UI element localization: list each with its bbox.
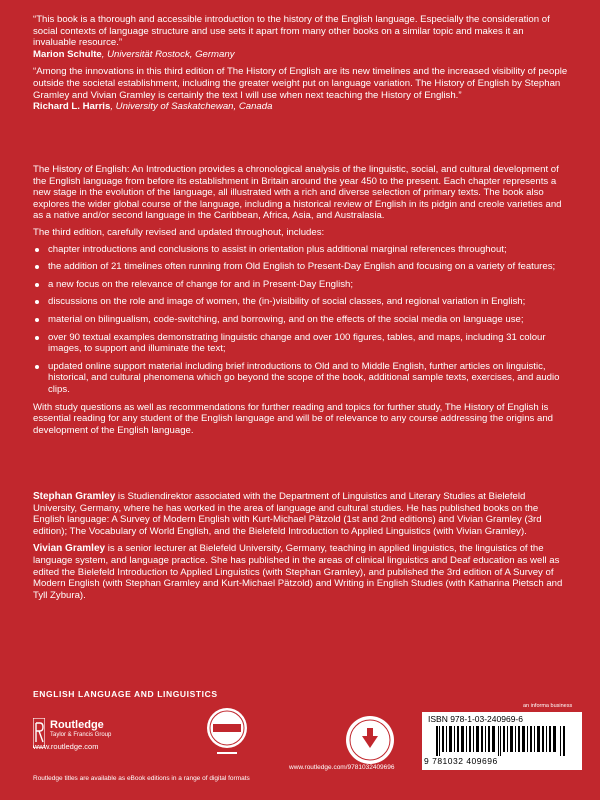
- feature-item: updated online support material including brief introductions to Old and to Middle English, further articles on linguistic, historical, and cultural phenomena which go beyond the scope of the book, additional sample texts, exercises, and audio clips.: [33, 361, 568, 396]
- author-bio-text: is a senior lecturer at Bielefeld University, Germany, teaching in applied linguistics, the linguistics of the language system, and language practice. She has published in the areas of clinical linguistics and Deaf education as well as edited the Bielefeld Introduction to Applied Linguistics (with Stephan Gramley), and published the 3rd edition of A Survey of Modern English (with Stephan Gramley and Kurt-Michael Pätzold) and Writing in English Studies (with Katharina Pietsch and Tyll Zybura).: [33, 543, 563, 601]
- routledge-logo: [33, 718, 163, 758]
- quote-affiliation: , Universität Rostock, Germany: [101, 48, 235, 60]
- author-name: Stephan Gramley: [33, 491, 116, 502]
- publisher-tagline: Taylor & Francis Group: [50, 732, 112, 738]
- quote-text: “Among the innovations in this third edition of The History of English are its new timelines and the increased visibility of people outside the societal establishment, including the greater weight put on language variation. The History of English by Stephan Gramley and Vivian Gramley is certainly the text I will use when next teaching the History of English.”: [33, 66, 568, 101]
- feature-item: chapter introductions and conclusions to assist in orientation plus additional marginal references throughout;: [33, 244, 568, 256]
- author-bio: [33, 543, 568, 601]
- quote-affiliation: , University of Saskatchewan, Canada: [110, 101, 273, 113]
- quote-text: “This book is a thorough and accessible introduction to the history of the English language. Especially the consideration of social contexts of language structure and use sets it apart from many other books on a similar topic and makes it an invaluable resource.”: [33, 14, 550, 49]
- author-bio: [33, 491, 568, 537]
- author-name: Vivian Gramley: [33, 543, 106, 555]
- review-quote: [33, 14, 568, 60]
- features-lead: The third edition, carefully revised and updated throughout, includes:: [33, 226, 325, 238]
- carbon-neutral-badge-icon: [205, 706, 249, 762]
- feature-item: discussions on the role and image of women, the (in-)visibility of social classes, and regional variation in English;: [33, 296, 568, 308]
- quote-attribution: [33, 101, 568, 113]
- feature-item: over 90 textual examples demonstrating linguistic change and over 100 figures, tables, and maps, including 31 colour images, to support and illuminate the text;: [33, 332, 568, 355]
- review-quote: [33, 66, 568, 112]
- review-quotes: [33, 14, 568, 113]
- feature-item: the addition of 21 timelines often running from Old English to Present-Day English and focusing on a variety of features;: [33, 261, 568, 273]
- support-material-icon: [344, 714, 396, 766]
- quote-author: Richard L. Harris: [33, 101, 111, 113]
- isbn-text: ISBN 978-1-03-240969-6: [428, 714, 523, 724]
- series-label: ENGLISH LANGUAGE AND LINGUISTICS: [33, 689, 218, 699]
- feature-item: material on bilingualism, code-switching, and borrowing, and on the effects of the social media on language use;: [33, 314, 568, 326]
- feature-item: a new focus on the relevance of change for and in Present-Day English;: [33, 279, 568, 291]
- author-bio-text: is Studiendirektor associated with the Department of Linguistics and Literary Studies at Bielefeld University, Germany, where he has worked in the area of language and cultural studies. He has published books on the English language: A Survey of Modern English with Kurt-Michael Pätzold (1st and 2nd editions) and Vivian Gramley (3rd edition); The Vocabulary of World English, and the Bielefeld Introduction to Applied Linguistics (with Vivian Gramley).: [33, 491, 542, 537]
- publisher-url[interactable]: www.routledge.com: [33, 742, 99, 751]
- informa-label: an informa business: [523, 703, 573, 709]
- feature-list: [33, 244, 568, 396]
- barcode-icon: [436, 726, 568, 756]
- publisher-brand: Routledge: [50, 719, 104, 731]
- isbn-barcode: [422, 712, 582, 770]
- author-bios: [33, 491, 568, 607]
- book-description: [33, 164, 568, 441]
- barcode-digits: 9 781032 409696: [424, 756, 498, 766]
- closing-paragraph: With study questions as well as recommendations for further reading and topics for further study, The History of English is essential reading for any student of the English language and will be of relevance to any course addressing the origins and development of the English language.: [33, 401, 553, 436]
- quote-attribution: [33, 49, 568, 61]
- quote-author: Marion Schulte: [33, 48, 102, 60]
- description-paragraph: The History of English: An Introduction provides a chronological analysis of the linguistic, social, and cultural development of the English language from before its establishment in Britain around the year 450 to the present. Each chapter represents a new stage in the evolution of the language, all illustrated with a rich and diverse selection of primary texts. The book also explores the wider global course of the language, including a historical review of English in its pidgin and creole varieties and as a native and/or second language in the Caribbean, Africa, Asia, and Australasia.: [33, 164, 562, 222]
- product-url[interactable]: www.routledge.com/9781032409696: [289, 764, 395, 771]
- ebook-note: Routledge titles are available as eBook editions in a range of digital formats: [33, 775, 250, 782]
